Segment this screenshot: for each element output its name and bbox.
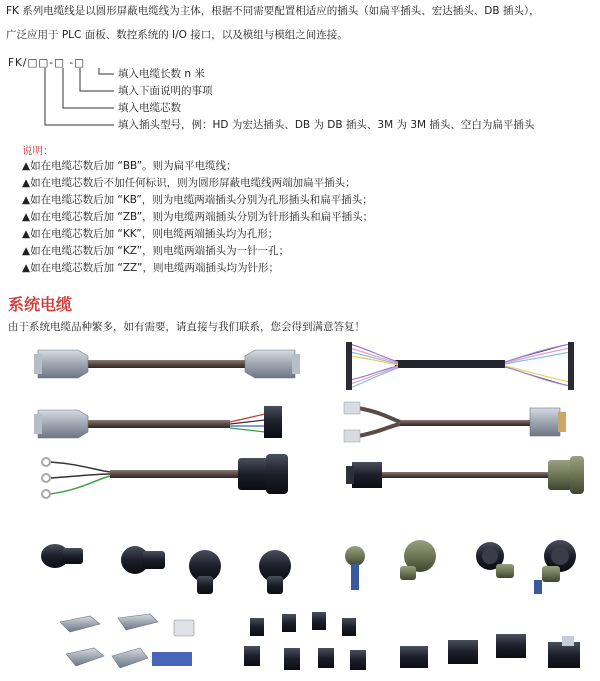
- cable-terminal-circular: [42, 454, 288, 498]
- note-bb: ▲如在电缆芯数后加 “BB”。则为扁平电缆线；: [22, 160, 237, 172]
- circular-connectors-row: [41, 540, 576, 594]
- note-kz: ▲如在电缆芯数后加 “KZ”，则电缆两端插头为一针一孔；: [22, 245, 290, 257]
- order-code: FK/□□-□ -□: [8, 57, 86, 69]
- label-cores: 填入电缆芯数: [118, 102, 181, 114]
- cable-split-plug: [344, 402, 566, 442]
- intro-line-2: 广泛应用于 PLC 面板、数控系统的 I/O 接口，以及模组与模组之间连接。: [6, 29, 348, 41]
- cable-dsub-wires: [34, 406, 282, 438]
- note-zz: ▲如在电缆芯数后加 “ZZ”，则电缆两端插头均为针形；: [22, 262, 279, 274]
- note-zb: ▲如在电缆芯数后加 “ZB”，则为电缆两端插头分别为针形插头和扁平插头；: [22, 211, 374, 223]
- cable-dark-circular: [346, 456, 584, 494]
- section-title: 系统电缆: [8, 295, 73, 314]
- note-default: ▲如在电缆芯数后不加任何标识，则为圆形屏蔽电缆线两端加扁平插头；: [22, 177, 356, 189]
- cable-ribbon-flat: [346, 342, 574, 390]
- note-kk: ▲如在电缆芯数后加 “KK”，则电缆两端插头均为孔形；: [22, 228, 279, 240]
- cable-dsub-dsub: [34, 350, 300, 378]
- intro-line-1: FK 系列电缆线是以圆形屏蔽电缆线为主体，根据不同需要配置相适应的插头（如扁平插头、宏达插头、DB 插头），: [6, 5, 540, 17]
- section-description: 由于系统电缆品种繁多，如有需要，请直接与我们联系，您会得到满意答复！: [8, 321, 365, 333]
- label-length: 填入电缆长数 n 米: [118, 68, 205, 80]
- notes-title: 说明：: [22, 145, 54, 157]
- note-kb: ▲如在电缆芯数后加 “KB”，则为电缆两端插头分别为孔形插头和扁平插头；: [22, 194, 373, 206]
- connector-parts-row: [60, 612, 580, 670]
- label-option: 填入下面说明的事项: [118, 85, 213, 97]
- label-plug: 填入插头型号，例：HD 为宏达插头、DB 为 DB 插头、3M 为 3M 插头、空白为扁平插头: [118, 119, 535, 131]
